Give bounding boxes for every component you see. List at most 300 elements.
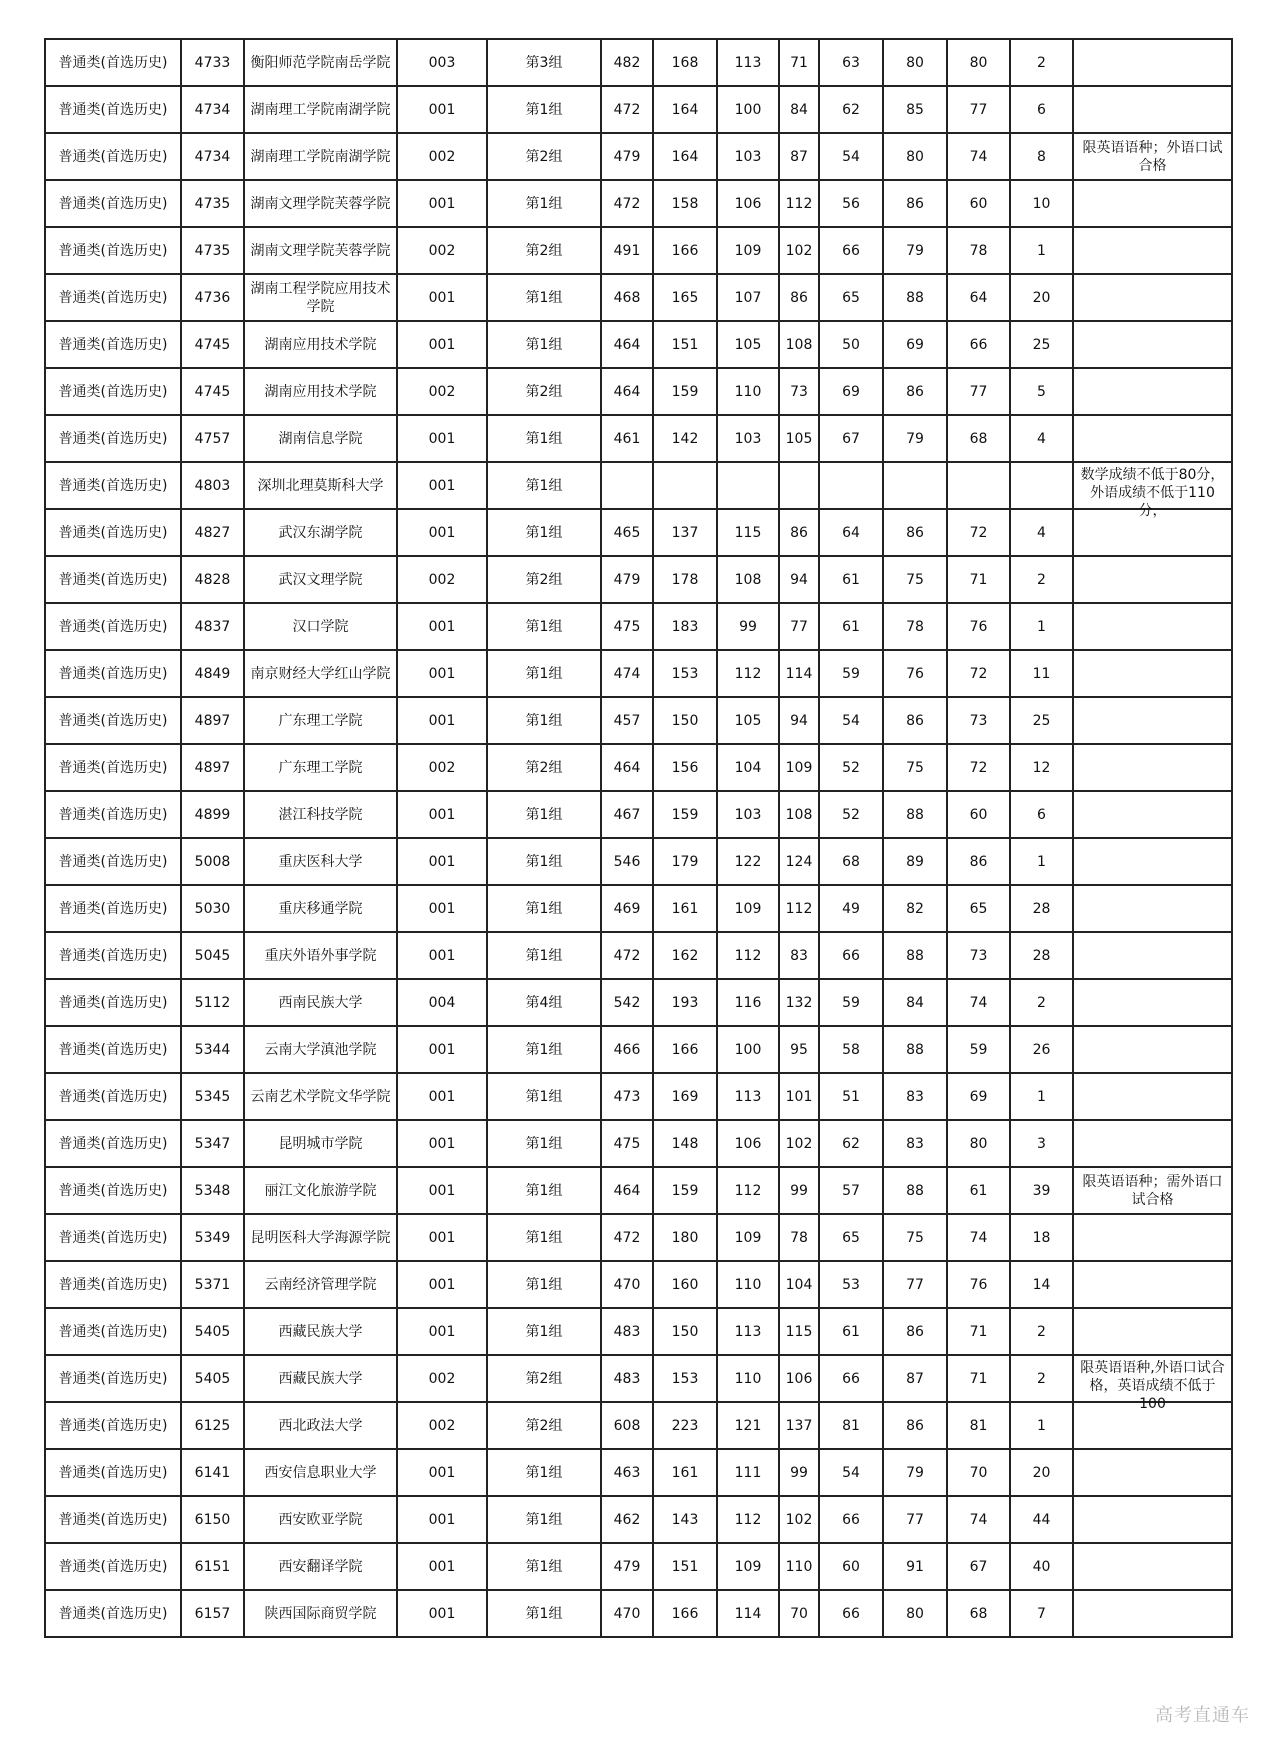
subject-score-1-cell: 179 — [653, 838, 717, 885]
group-code-cell: 001 — [397, 1073, 487, 1120]
note-cell — [1073, 556, 1232, 603]
note-text: 数学成绩不低于80分，外语成绩不低于110分， — [1080, 466, 1225, 519]
group-name-cell: 第4组 — [487, 979, 601, 1026]
subject-score-3-cell: 102 — [779, 1120, 819, 1167]
subject-score-3-cell: 83 — [779, 932, 819, 979]
plan-count-cell: 12 — [1010, 744, 1073, 791]
subject-score-1-cell: 162 — [653, 932, 717, 979]
group-name-cell: 第1组 — [487, 1496, 601, 1543]
plan-count-cell: 8 — [1010, 133, 1073, 180]
plan-count-cell: 44 — [1010, 1496, 1073, 1543]
subject-score-4-cell — [819, 462, 883, 509]
subject-score-3-cell: 73 — [779, 368, 819, 415]
subject-score-2-cell: 109 — [717, 1543, 779, 1590]
subject-score-6-cell: 72 — [947, 650, 1010, 697]
subject-score-5-cell: 75 — [883, 744, 947, 791]
total-score-cell: 546 — [601, 838, 653, 885]
school-name-cell: 武汉东湖学院 — [244, 509, 397, 556]
subject-score-3-cell: 108 — [779, 321, 819, 368]
table-row — [45, 556, 1232, 603]
subject-score-3-cell: 106 — [779, 1355, 819, 1402]
plan-count-cell: 2 — [1010, 556, 1073, 603]
plan-count-cell — [1010, 462, 1073, 509]
school-code-cell: 4735 — [181, 227, 244, 274]
note-cell — [1073, 1590, 1232, 1637]
subject-score-6-cell: 73 — [947, 697, 1010, 744]
plan-count-cell: 4 — [1010, 415, 1073, 462]
subject-score-1-cell: 223 — [653, 1402, 717, 1449]
school-name-cell: 湖南文理学院芙蓉学院 — [244, 227, 397, 274]
subject-score-4-cell: 59 — [819, 650, 883, 697]
subject-score-1-cell: 160 — [653, 1261, 717, 1308]
subject-score-2-cell: 106 — [717, 180, 779, 227]
subject-score-5-cell: 88 — [883, 791, 947, 838]
note-cell — [1073, 1120, 1232, 1167]
subject-score-6-cell: 71 — [947, 556, 1010, 603]
total-score-cell: 464 — [601, 368, 653, 415]
subject-score-1-cell: 164 — [653, 133, 717, 180]
note-cell — [1073, 1308, 1232, 1355]
group-code-cell: 001 — [397, 1496, 487, 1543]
subject-score-1-cell: 165 — [653, 274, 717, 321]
total-score-cell: 472 — [601, 1214, 653, 1261]
total-score-cell: 463 — [601, 1449, 653, 1496]
total-score-cell: 469 — [601, 885, 653, 932]
plan-count-cell: 5 — [1010, 368, 1073, 415]
plan-count-cell: 6 — [1010, 86, 1073, 133]
group-name-cell: 第1组 — [487, 932, 601, 979]
table-row — [45, 650, 1232, 697]
subject-score-3-cell: 70 — [779, 1590, 819, 1637]
subject-score-2-cell: 116 — [717, 979, 779, 1026]
subject-score-6-cell: 69 — [947, 1073, 1010, 1120]
group-name-cell: 第2组 — [487, 556, 601, 603]
subject-score-2-cell: 112 — [717, 932, 779, 979]
subject-score-6-cell: 72 — [947, 744, 1010, 791]
group-code-cell: 002 — [397, 744, 487, 791]
note-cell — [1073, 462, 1232, 519]
total-score-cell: 479 — [601, 556, 653, 603]
subject-score-3-cell: 86 — [779, 274, 819, 321]
group-name-cell: 第1组 — [487, 697, 601, 744]
subject-score-5-cell: 83 — [883, 1073, 947, 1120]
school-code-cell: 6157 — [181, 1590, 244, 1637]
subject-score-4-cell: 67 — [819, 415, 883, 462]
total-score-cell: 542 — [601, 979, 653, 1026]
table-row — [45, 227, 1232, 274]
table-row — [45, 697, 1232, 744]
note-cell — [1073, 979, 1232, 1026]
subject-score-6-cell: 80 — [947, 1120, 1010, 1167]
subject-score-1-cell: 183 — [653, 603, 717, 650]
subject-score-3-cell: 108 — [779, 791, 819, 838]
note-cell — [1073, 1073, 1232, 1120]
subject-score-6-cell: 77 — [947, 86, 1010, 133]
total-score-cell — [601, 462, 653, 509]
group-code-cell: 001 — [397, 1308, 487, 1355]
subject-score-4-cell: 58 — [819, 1026, 883, 1073]
group-code-cell: 001 — [397, 1590, 487, 1637]
subject-score-2-cell: 113 — [717, 39, 779, 86]
group-name-cell: 第1组 — [487, 86, 601, 133]
table-row — [45, 1261, 1232, 1308]
subject-score-5-cell: 77 — [883, 1261, 947, 1308]
school-code-cell: 4897 — [181, 744, 244, 791]
total-score-cell: 474 — [601, 650, 653, 697]
note-cell — [1073, 1261, 1232, 1308]
school-code-cell: 4735 — [181, 180, 244, 227]
subject-score-5-cell: 91 — [883, 1543, 947, 1590]
group-name-cell: 第1组 — [487, 415, 601, 462]
group-name-cell: 第1组 — [487, 650, 601, 697]
subject-score-5-cell: 76 — [883, 650, 947, 697]
table-row — [45, 321, 1232, 368]
subject-score-2-cell: 121 — [717, 1402, 779, 1449]
subject-score-4-cell: 54 — [819, 133, 883, 180]
category-cell: 普通类(首选历史) — [45, 462, 181, 509]
category-cell: 普通类(首选历史) — [45, 1026, 181, 1073]
table-row — [45, 1120, 1232, 1167]
subject-score-2-cell: 104 — [717, 744, 779, 791]
plan-count-cell: 28 — [1010, 885, 1073, 932]
note-cell — [1073, 274, 1232, 321]
school-code-cell: 4828 — [181, 556, 244, 603]
subject-score-6-cell: 74 — [947, 1214, 1010, 1261]
subject-score-2-cell: 100 — [717, 1026, 779, 1073]
subject-score-3-cell — [779, 462, 819, 509]
total-score-cell: 464 — [601, 744, 653, 791]
subject-score-1-cell: 193 — [653, 979, 717, 1026]
group-name-cell: 第2组 — [487, 744, 601, 791]
category-cell: 普通类(首选历史) — [45, 227, 181, 274]
subject-score-1-cell: 166 — [653, 227, 717, 274]
group-code-cell: 001 — [397, 180, 487, 227]
school-name-cell: 湖南应用技术学院 — [244, 321, 397, 368]
subject-score-6-cell: 74 — [947, 133, 1010, 180]
total-score-cell: 479 — [601, 133, 653, 180]
subject-score-2-cell: 107 — [717, 274, 779, 321]
table-row — [45, 1449, 1232, 1496]
category-cell: 普通类(首选历史) — [45, 1355, 181, 1402]
total-score-cell: 475 — [601, 1120, 653, 1167]
school-name-cell: 湖南文理学院芙蓉学院 — [244, 180, 397, 227]
group-name-cell: 第2组 — [487, 227, 601, 274]
school-name-cell: 湖南工程学院应用技术学院 — [244, 274, 397, 321]
subject-score-4-cell: 61 — [819, 556, 883, 603]
note-cell — [1073, 697, 1232, 744]
school-code-cell: 4803 — [181, 462, 244, 509]
subject-score-1-cell: 169 — [653, 1073, 717, 1120]
total-score-cell: 482 — [601, 39, 653, 86]
subject-score-5-cell: 87 — [883, 1355, 947, 1402]
school-code-cell: 4757 — [181, 415, 244, 462]
subject-score-3-cell: 95 — [779, 1026, 819, 1073]
total-score-cell: 472 — [601, 932, 653, 979]
subject-score-1-cell: 159 — [653, 1167, 717, 1214]
note-cell — [1073, 744, 1232, 791]
subject-score-2-cell: 113 — [717, 1308, 779, 1355]
subject-score-4-cell: 50 — [819, 321, 883, 368]
subject-score-4-cell: 54 — [819, 1449, 883, 1496]
table-row — [45, 1402, 1232, 1449]
subject-score-3-cell: 115 — [779, 1308, 819, 1355]
group-name-cell: 第1组 — [487, 1590, 601, 1637]
subject-score-2-cell: 106 — [717, 1120, 779, 1167]
subject-score-4-cell: 65 — [819, 274, 883, 321]
subject-score-2-cell: 105 — [717, 697, 779, 744]
group-code-cell: 002 — [397, 368, 487, 415]
subject-score-6-cell: 77 — [947, 368, 1010, 415]
subject-score-3-cell: 105 — [779, 415, 819, 462]
school-name-cell: 重庆移通学院 — [244, 885, 397, 932]
category-cell: 普通类(首选历史) — [45, 556, 181, 603]
plan-count-cell: 1 — [1010, 1073, 1073, 1120]
subject-score-3-cell: 137 — [779, 1402, 819, 1449]
plan-count-cell: 11 — [1010, 650, 1073, 697]
total-score-cell: 464 — [601, 321, 653, 368]
group-code-cell: 003 — [397, 39, 487, 86]
group-name-cell: 第2组 — [487, 1355, 601, 1402]
subject-score-5-cell: 80 — [883, 39, 947, 86]
subject-score-4-cell: 66 — [819, 932, 883, 979]
subject-score-1-cell: 161 — [653, 885, 717, 932]
school-code-cell: 5405 — [181, 1308, 244, 1355]
school-code-cell: 5347 — [181, 1120, 244, 1167]
subject-score-6-cell: 70 — [947, 1449, 1010, 1496]
note-cell — [1073, 1543, 1232, 1590]
subject-score-5-cell: 88 — [883, 932, 947, 979]
plan-count-cell: 10 — [1010, 180, 1073, 227]
group-name-cell: 第1组 — [487, 1167, 601, 1214]
subject-score-1-cell: 143 — [653, 1496, 717, 1543]
subject-score-4-cell: 62 — [819, 1120, 883, 1167]
subject-score-5-cell: 83 — [883, 1120, 947, 1167]
category-cell: 普通类(首选历史) — [45, 650, 181, 697]
plan-count-cell: 6 — [1010, 791, 1073, 838]
table-body — [45, 39, 1232, 1637]
subject-score-4-cell: 59 — [819, 979, 883, 1026]
group-name-cell: 第1组 — [487, 791, 601, 838]
school-code-cell: 4837 — [181, 603, 244, 650]
group-name-cell: 第2组 — [487, 1402, 601, 1449]
admission-score-table — [44, 38, 1233, 1638]
subject-score-6-cell: 64 — [947, 274, 1010, 321]
category-cell: 普通类(首选历史) — [45, 1120, 181, 1167]
group-code-cell: 001 — [397, 697, 487, 744]
school-code-cell: 4736 — [181, 274, 244, 321]
school-name-cell: 广东理工学院 — [244, 744, 397, 791]
subject-score-4-cell: 66 — [819, 1496, 883, 1543]
group-name-cell: 第1组 — [487, 274, 601, 321]
plan-count-cell: 2 — [1010, 979, 1073, 1026]
school-name-cell: 武汉文理学院 — [244, 556, 397, 603]
note-cell — [1073, 932, 1232, 979]
subject-score-3-cell: 101 — [779, 1073, 819, 1120]
subject-score-5-cell: 75 — [883, 1214, 947, 1261]
category-cell: 普通类(首选历史) — [45, 509, 181, 556]
category-cell: 普通类(首选历史) — [45, 133, 181, 180]
subject-score-4-cell: 61 — [819, 603, 883, 650]
subject-score-4-cell: 54 — [819, 697, 883, 744]
plan-count-cell: 1 — [1010, 603, 1073, 650]
total-score-cell: 483 — [601, 1308, 653, 1355]
subject-score-5-cell: 82 — [883, 885, 947, 932]
group-code-cell: 001 — [397, 1543, 487, 1590]
subject-score-4-cell: 57 — [819, 1167, 883, 1214]
total-score-cell: 473 — [601, 1073, 653, 1120]
note-cell — [1073, 321, 1232, 368]
subject-score-6-cell: 71 — [947, 1355, 1010, 1402]
subject-score-3-cell: 132 — [779, 979, 819, 1026]
group-code-cell: 002 — [397, 133, 487, 180]
subject-score-3-cell: 99 — [779, 1167, 819, 1214]
table-row — [45, 1308, 1232, 1355]
group-code-cell: 001 — [397, 1261, 487, 1308]
subject-score-6-cell: 81 — [947, 1402, 1010, 1449]
subject-score-3-cell: 112 — [779, 885, 819, 932]
category-cell: 普通类(首选历史) — [45, 932, 181, 979]
school-name-cell: 重庆外语外事学院 — [244, 932, 397, 979]
table-row — [45, 415, 1232, 462]
category-cell: 普通类(首选历史) — [45, 1167, 181, 1214]
subject-score-4-cell: 49 — [819, 885, 883, 932]
subject-score-1-cell: 148 — [653, 1120, 717, 1167]
note-text: 限英语语种,外语口试合格，英语成绩不低于100 — [1080, 1359, 1225, 1412]
subject-score-1-cell: 159 — [653, 791, 717, 838]
subject-score-6-cell: 59 — [947, 1026, 1010, 1073]
category-cell: 普通类(首选历史) — [45, 368, 181, 415]
subject-score-6-cell: 60 — [947, 180, 1010, 227]
category-cell: 普通类(首选历史) — [45, 885, 181, 932]
note-cell — [1073, 838, 1232, 885]
subject-score-6-cell: 72 — [947, 509, 1010, 556]
group-code-cell: 001 — [397, 1120, 487, 1167]
subject-score-5-cell: 88 — [883, 1167, 947, 1214]
group-name-cell: 第1组 — [487, 1543, 601, 1590]
subject-score-2-cell: 100 — [717, 86, 779, 133]
school-code-cell: 5345 — [181, 1073, 244, 1120]
category-cell: 普通类(首选历史) — [45, 744, 181, 791]
subject-score-2-cell: 99 — [717, 603, 779, 650]
subject-score-1-cell: 161 — [653, 1449, 717, 1496]
category-cell: 普通类(首选历史) — [45, 1214, 181, 1261]
subject-score-6-cell: 74 — [947, 979, 1010, 1026]
total-score-cell: 483 — [601, 1355, 653, 1402]
plan-count-cell: 28 — [1010, 932, 1073, 979]
group-name-cell: 第3组 — [487, 39, 601, 86]
total-score-cell: 468 — [601, 274, 653, 321]
subject-score-6-cell: 66 — [947, 321, 1010, 368]
subject-score-5-cell: 88 — [883, 1026, 947, 1073]
subject-score-3-cell: 86 — [779, 509, 819, 556]
category-cell: 普通类(首选历史) — [45, 180, 181, 227]
subject-score-4-cell: 51 — [819, 1073, 883, 1120]
subject-score-3-cell: 94 — [779, 697, 819, 744]
subject-score-2-cell: 114 — [717, 1590, 779, 1637]
subject-score-6-cell: 65 — [947, 885, 1010, 932]
school-code-cell: 4827 — [181, 509, 244, 556]
category-cell: 普通类(首选历史) — [45, 415, 181, 462]
school-code-cell: 5371 — [181, 1261, 244, 1308]
subject-score-4-cell: 60 — [819, 1543, 883, 1590]
category-cell: 普通类(首选历史) — [45, 838, 181, 885]
group-name-cell: 第1组 — [487, 180, 601, 227]
plan-count-cell: 39 — [1010, 1167, 1073, 1214]
school-name-cell: 湖南理工学院南湖学院 — [244, 86, 397, 133]
subject-score-1-cell: 142 — [653, 415, 717, 462]
subject-score-1-cell: 153 — [653, 1355, 717, 1402]
table-row — [45, 1167, 1232, 1214]
school-name-cell: 西安翻译学院 — [244, 1543, 397, 1590]
subject-score-2-cell: 112 — [717, 1167, 779, 1214]
subject-score-5-cell: 79 — [883, 227, 947, 274]
subject-score-2-cell: 109 — [717, 885, 779, 932]
subject-score-1-cell: 150 — [653, 1308, 717, 1355]
category-cell: 普通类(首选历史) — [45, 1590, 181, 1637]
school-name-cell: 西藏民族大学 — [244, 1308, 397, 1355]
category-cell: 普通类(首选历史) — [45, 603, 181, 650]
subject-score-2-cell: 103 — [717, 415, 779, 462]
subject-score-6-cell: 74 — [947, 1496, 1010, 1543]
school-code-cell: 5112 — [181, 979, 244, 1026]
group-code-cell: 001 — [397, 509, 487, 556]
school-name-cell: 广东理工学院 — [244, 697, 397, 744]
subject-score-1-cell: 158 — [653, 180, 717, 227]
total-score-cell: 467 — [601, 791, 653, 838]
subject-score-2-cell: 110 — [717, 368, 779, 415]
subject-score-2-cell: 110 — [717, 1261, 779, 1308]
plan-count-cell: 20 — [1010, 1449, 1073, 1496]
subject-score-2-cell: 105 — [717, 321, 779, 368]
subject-score-5-cell: 69 — [883, 321, 947, 368]
subject-score-1-cell — [653, 462, 717, 509]
subject-score-4-cell: 66 — [819, 1355, 883, 1402]
subject-score-4-cell: 66 — [819, 227, 883, 274]
plan-count-cell: 25 — [1010, 321, 1073, 368]
subject-score-6-cell: 73 — [947, 932, 1010, 979]
school-name-cell: 衡阳师范学院南岳学院 — [244, 39, 397, 86]
school-name-cell: 深圳北理莫斯科大学 — [244, 462, 397, 509]
group-code-cell: 001 — [397, 838, 487, 885]
table-row — [45, 274, 1232, 321]
note-cell — [1073, 650, 1232, 697]
group-name-cell: 第1组 — [487, 1261, 601, 1308]
note-cell — [1073, 1167, 1232, 1214]
subject-score-5-cell: 77 — [883, 1496, 947, 1543]
subject-score-2-cell — [717, 462, 779, 509]
table-row — [45, 39, 1232, 86]
group-code-cell: 001 — [397, 321, 487, 368]
group-code-cell: 001 — [397, 1214, 487, 1261]
subject-score-4-cell: 81 — [819, 1402, 883, 1449]
school-code-cell: 6125 — [181, 1402, 244, 1449]
subject-score-5-cell: 86 — [883, 509, 947, 556]
subject-score-5-cell: 86 — [883, 697, 947, 744]
note-cell — [1073, 1355, 1232, 1412]
subject-score-4-cell: 64 — [819, 509, 883, 556]
total-score-cell: 462 — [601, 1496, 653, 1543]
subject-score-1-cell: 159 — [653, 368, 717, 415]
subject-score-4-cell: 63 — [819, 39, 883, 86]
subject-score-3-cell: 87 — [779, 133, 819, 180]
group-code-cell: 001 — [397, 86, 487, 133]
subject-score-3-cell: 77 — [779, 603, 819, 650]
note-cell — [1073, 885, 1232, 932]
subject-score-3-cell: 109 — [779, 744, 819, 791]
total-score-cell: 470 — [601, 1261, 653, 1308]
group-name-cell: 第1组 — [487, 885, 601, 932]
subject-score-3-cell: 114 — [779, 650, 819, 697]
